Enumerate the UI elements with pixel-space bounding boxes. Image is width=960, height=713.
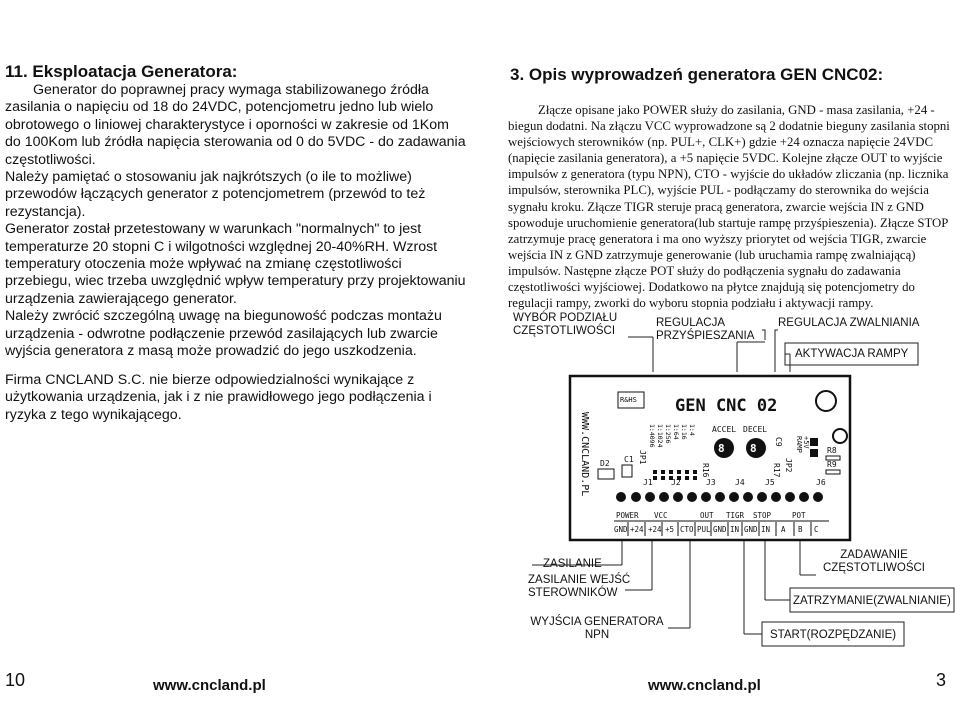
paragraph-polarity: Należy zwrócić szczególną uwagę na biegunowość podczas montażu urządzenia - odwrotne podłączenie przewód zasilających lub zwarcie wyjścia generatora z masą może prowadzić do jego uszkodzenia.	[5, 308, 442, 360]
svg-text:D2: D2	[600, 459, 610, 468]
label-wyjscia-generatora: WYJŚCIA GENERATORA NPN	[530, 616, 664, 641]
label-zadawanie: ZADAWANIE CZĘSTOTLIWOŚCI	[822, 549, 926, 574]
accel-label: ACCEL	[712, 425, 737, 434]
svg-text:GND: GND	[713, 525, 727, 534]
svg-text:J1: J1	[643, 478, 653, 487]
svg-text:J3: J3	[706, 478, 716, 487]
svg-text:+24: +24	[648, 525, 662, 534]
svg-text:JP1: JP1	[638, 450, 647, 465]
svg-text:J6: J6	[816, 478, 826, 487]
svg-text:R16: R16	[701, 463, 710, 478]
label-zatrzymanie: ZATRZYMANIE(ZWALNIANIE)	[793, 595, 951, 607]
ramp-jumper-pin	[810, 438, 818, 446]
svg-text:JP2: JP2	[784, 458, 793, 473]
svg-text:1:1024: 1:1024	[656, 424, 664, 448]
ramp-label: RAMP	[795, 436, 803, 453]
decel-label: DECEL	[743, 425, 768, 434]
svg-text:R9: R9	[827, 460, 837, 469]
label-aktywacja-rampy: AKTYWACJA RAMPY	[795, 348, 909, 360]
svg-text:C1: C1	[624, 455, 634, 464]
board-title: GEN CNC 02	[675, 396, 778, 416]
section-heading-eksploatacja: 11. Eksploatacja Generatora:	[5, 62, 238, 81]
ramp-voltage-label: +5V	[802, 436, 810, 449]
svg-text:STOP: STOP	[753, 511, 772, 520]
label-zasilanie: ZASILANIE	[543, 558, 602, 570]
svg-text:R17: R17	[772, 463, 781, 478]
label-zasilanie-wejsc: ZASILANIE WEJŚĆ STEROWNIKÓW	[528, 574, 631, 599]
label-regulacja-przyspieszania: REGULACJA PRZYŚPIESZANIA	[656, 317, 755, 342]
svg-text:1:256: 1:256	[664, 424, 672, 444]
svg-text:IN: IN	[761, 525, 771, 534]
svg-text:C: C	[814, 525, 819, 534]
paragraph-disclaimer: Firma CNCLAND S.C. nie bierze odpowiedzialności wynikające z użytkowania urządzenia, jak i z nie prawidłowego jego podłączenia i ryzyka z tego wynikającego.	[5, 372, 432, 423]
footer-url-left[interactable]: www.cncland.pl	[153, 677, 266, 694]
svg-text:VCC: VCC	[654, 511, 668, 520]
svg-text:+24: +24	[630, 525, 644, 534]
svg-text:GND: GND	[744, 525, 758, 534]
paragraph-testing: Generator został przetestowany w warunkach "normalnych" to jest temperaturze 20 stopni C i wilgotności względnej 20-40%RH. Wzrost temperatury otoczenia może wpływać na zmianę częstotliwości przebiegu, wiec trzeba uwzględnić wpływ temperatury przy projektowaniu urządzenia zawierającego generator.	[5, 221, 466, 307]
paragraph-requirements: Generator do poprawnej pracy wymaga stabilizowanego źródła zasilania o napięciu od 18 do 24VDC, potencjometru jedno lub wielo obrotowego o liniowej charakterystyce i oporności w zakresie od 1Kom do 100Kom lub źródła napięcia sterowania od 0 do 5VDC - do zadawania częstotliwości.	[5, 82, 466, 168]
label-wybor: WYBÓR PODZIAŁU CZĘSTOTLIWOŚCI	[513, 312, 618, 337]
svg-text:IN: IN	[730, 525, 740, 534]
svg-text:C9: C9	[774, 437, 783, 447]
svg-text:R&HS: R&HS	[620, 396, 637, 404]
svg-text:TIGR: TIGR	[726, 511, 745, 520]
svg-text:GND: GND	[614, 525, 628, 534]
svg-text:B: B	[798, 525, 803, 534]
ramp-jumper-pin-2	[810, 449, 818, 457]
page-number-right: 3	[936, 670, 947, 690]
footer-url-right[interactable]: www.cncland.pl	[648, 677, 761, 694]
board-url: WWW.CNCLAND.PL	[579, 412, 590, 497]
svg-text:J5: J5	[765, 478, 775, 487]
paragraph-wires: Należy pamiętać o stosowaniu jak najkrótszych (o ile to możliwe) przewodów łączących generator z potencjometrem (przewód to też rezystancja).	[5, 169, 426, 220]
svg-text:8: 8	[718, 442, 725, 455]
terminal-screws	[616, 492, 823, 502]
svg-text:+5: +5	[665, 525, 675, 534]
svg-text:R8: R8	[827, 446, 837, 455]
paragraph-connectors: Złącze opisane jako POWER służy do zasilania, GND - masa zasilania, +24 - biegun dodatni. Na złączu VCC wyprowadzone są 2 dodatnie bieguny zasilania stopni wejściowych sterowników (np. PUL+, CLK+) gdzie +24 oznacza napięcie 24VDC (napięcie zasilania generatora), a +5 napięcie 5VDC. Kolejne złącze OUT to wyjście impulsów z generatora (typu NPN), CTO - wyjście do układów zliczania (np. licznika impulsów, sterownika PLC), wyjście PUL - podłączamy do sterownika do wejścia sygnału kroku. Złącze TIGR steruje pracą generatora, zwarcie wejścia IN z GND spowoduje uruchomienie generatora(lub startuje rampę przyśpieszenia). Złącze STOP zatrzymuje pracę generatora i ma ono wyższy priorytet od wejścia TIGR, zwarcie wejścia IN z GND zatrzymuje generowanie (lub uruchamia rampę zwalniającą) impulsów. Następne złącze POT służy do podłączenia sygnału do zadawania częstotliwości wyjściowej. Dodatkowo na płytce znajdują się potencjometry do regulacji rampy, zworki do wyboru stopnia podziału i aktywacji rampy.	[508, 103, 950, 311]
svg-text:1:4096: 1:4096	[648, 424, 656, 448]
svg-text:PUL: PUL	[697, 525, 711, 534]
svg-text:POT: POT	[792, 511, 806, 520]
svg-text:1:4: 1:4	[688, 424, 696, 436]
svg-text:1:16: 1:16	[680, 424, 688, 440]
svg-text:POWER: POWER	[616, 511, 639, 520]
svg-text:8: 8	[750, 442, 757, 455]
label-start: START(ROZPĘDZANIE)	[770, 629, 897, 641]
svg-text:1:64: 1:64	[672, 424, 680, 440]
svg-text:J4: J4	[735, 478, 745, 487]
page-number-left: 10	[5, 670, 26, 690]
label-regulacja-zwalniania: REGULACJA ZWALNIANIA	[778, 317, 920, 329]
section-heading-wyprowadzenia: 3. Opis wyprowadzeń generatora GEN CNC02:	[510, 65, 884, 84]
svg-text:A: A	[781, 525, 786, 534]
svg-text:CTO: CTO	[680, 525, 694, 534]
svg-text:J2: J2	[671, 478, 681, 487]
svg-text:OUT: OUT	[700, 511, 714, 520]
